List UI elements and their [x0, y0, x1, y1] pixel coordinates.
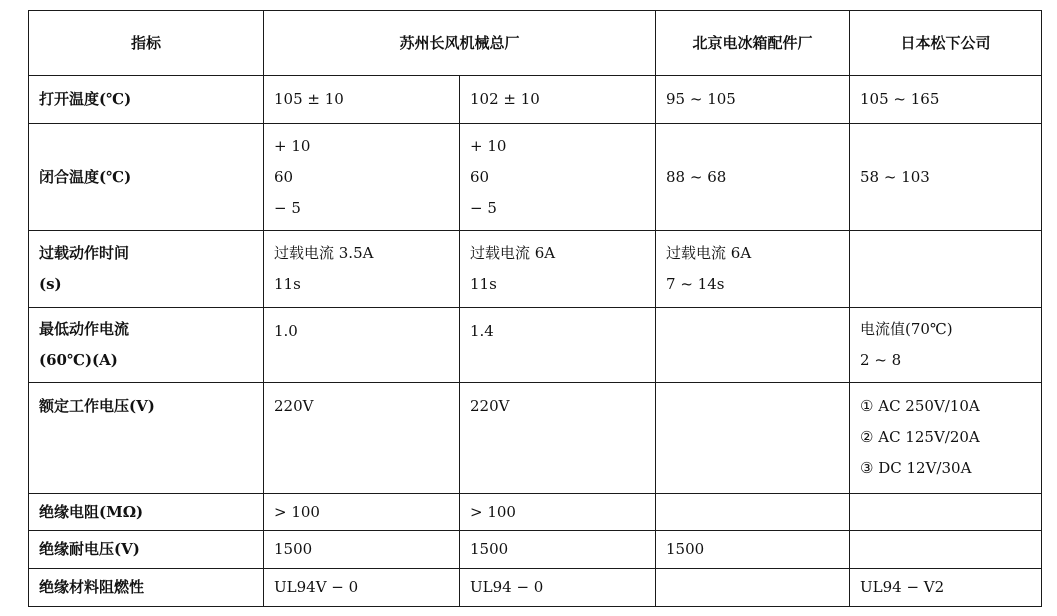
- table-row: [29, 531, 1042, 569]
- table-row: [29, 231, 1042, 308]
- table-cell: [460, 124, 656, 231]
- cell-line: 7 ~ 14s: [666, 275, 725, 293]
- cell-line: 60: [470, 167, 490, 186]
- cell-line: 打开温度(℃): [39, 90, 132, 108]
- cell-line: 过载电流 6A: [470, 244, 556, 262]
- table-cell: [850, 383, 1042, 494]
- cell-line: 1500: [666, 540, 705, 558]
- table-row: [29, 76, 1042, 124]
- cell-line: ③ DC 12V/30A: [860, 459, 972, 477]
- row-label: [29, 531, 264, 569]
- header-row: [29, 11, 1042, 76]
- table-row: [29, 494, 1042, 531]
- table-cell: [460, 76, 656, 124]
- cell-line: 105 ± 10: [274, 90, 344, 108]
- table-cell: [656, 231, 850, 308]
- row-label: [29, 383, 264, 494]
- table-cell: [656, 308, 850, 383]
- cell-line: ② AC 125V/20A: [860, 428, 980, 446]
- cell-line: 2 ~ 8: [860, 351, 902, 369]
- cell-line: 过载电流 6A: [666, 244, 752, 262]
- cell-line: + 10: [274, 136, 311, 155]
- table-cell: [264, 124, 460, 231]
- table-cell: [460, 531, 656, 569]
- row-label: [29, 231, 264, 308]
- header-suzhou: 苏州长风机械总厂: [264, 11, 656, 76]
- cell-line: 11s: [470, 275, 497, 293]
- cell-line: 绝缘耐电压(V): [39, 540, 140, 558]
- table-row: [29, 569, 1042, 607]
- cell-line: 过载动作时间: [39, 244, 130, 262]
- cell-line: 1500: [470, 540, 509, 558]
- cell-line: 过载电流 3.5A: [274, 244, 374, 262]
- table-cell: [460, 494, 656, 531]
- table-cell: [850, 308, 1042, 383]
- table-row: [29, 124, 1042, 231]
- table-cell: [264, 76, 460, 124]
- cell-line: UL94 − V2: [860, 578, 945, 596]
- row-label: [29, 124, 264, 231]
- header-japan: 日本松下公司: [850, 11, 1042, 76]
- table-cell: [850, 531, 1042, 569]
- table-cell: [264, 308, 460, 383]
- cell-line: 220V: [274, 397, 314, 415]
- table-cell: [850, 569, 1042, 607]
- cell-line: 绝缘电阻(MΩ): [39, 502, 144, 521]
- table-cell: [656, 569, 850, 607]
- table-cell: [850, 494, 1042, 531]
- table-cell: [850, 76, 1042, 124]
- cell-line: 95 ~ 105: [666, 90, 736, 108]
- cell-line: − 5: [274, 198, 301, 217]
- cell-line: 11s: [274, 275, 301, 293]
- cell-line: (60℃)(A): [39, 351, 118, 369]
- table-cell: [460, 383, 656, 494]
- cell-line: 1.0: [274, 322, 298, 340]
- table-cell: [850, 124, 1042, 231]
- table-row: [29, 308, 1042, 383]
- table-cell: [656, 383, 850, 494]
- cell-line: > 100: [470, 502, 516, 521]
- cell-line: 58 ~ 103: [860, 167, 930, 186]
- cell-line: 60: [274, 167, 294, 186]
- cell-line: 1.4: [470, 322, 494, 340]
- cell-line: 绝缘材料阻燃性: [39, 578, 145, 596]
- header-beijing: 北京电冰箱配件厂: [656, 11, 850, 76]
- table-cell: [850, 231, 1042, 308]
- table-cell: [264, 531, 460, 569]
- table-cell: [460, 231, 656, 308]
- cell-line: + 10: [470, 136, 507, 155]
- cell-line: 1500: [274, 540, 313, 558]
- row-label: [29, 569, 264, 607]
- table-cell: [656, 531, 850, 569]
- cell-line: ① AC 250V/10A: [860, 397, 980, 415]
- table-row: [29, 383, 1042, 494]
- cell-line: > 100: [274, 502, 320, 521]
- cell-line: 电流值(70℃): [860, 320, 953, 338]
- cell-line: (s): [39, 275, 62, 293]
- cell-line: 220V: [470, 397, 510, 415]
- header-indicator: 指标: [29, 11, 264, 76]
- table-cell: [460, 308, 656, 383]
- cell-line: 88 ~ 68: [666, 167, 727, 186]
- table-cell: [656, 124, 850, 231]
- row-label: [29, 308, 264, 383]
- table-cell: [264, 383, 460, 494]
- cell-line: 最低动作电流: [39, 320, 130, 338]
- table-cell: [264, 569, 460, 607]
- cell-line: 闭合温度(℃): [39, 167, 132, 186]
- table-cell: [656, 494, 850, 531]
- cell-line: UL94 − 0: [470, 578, 544, 596]
- table-cell: [264, 494, 460, 531]
- cell-line: UL94V − 0: [274, 578, 359, 596]
- cell-line: 102 ± 10: [470, 90, 540, 108]
- table-cell: [460, 569, 656, 607]
- table-cell: [656, 76, 850, 124]
- table-cell: [264, 231, 460, 308]
- row-label: [29, 76, 264, 124]
- cell-line: 额定工作电压(V): [39, 397, 155, 415]
- row-label: [29, 494, 264, 531]
- cell-line: − 5: [470, 198, 497, 217]
- spec-comparison-table: [28, 10, 1042, 607]
- cell-line: 105 ~ 165: [860, 90, 940, 108]
